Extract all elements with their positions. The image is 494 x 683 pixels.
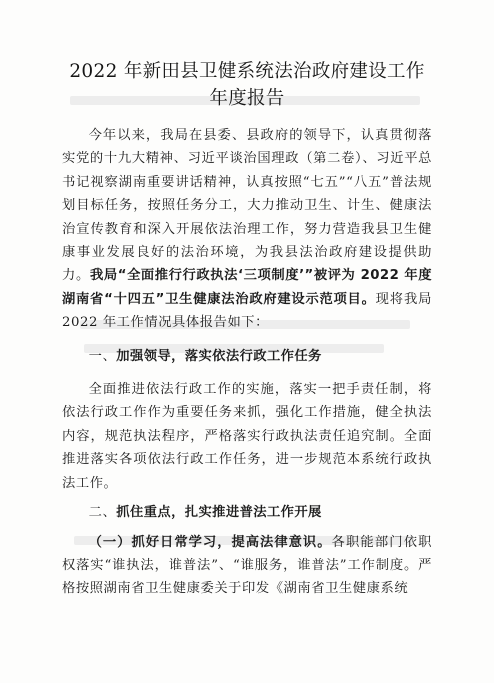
title-line-2: 年度报告 xyxy=(209,88,285,109)
section-1-heading-text: 加强领导，落实依法行政工作任务 xyxy=(116,348,322,364)
subsection-1-label: （一）抓好日常学习，提高法律意识。 xyxy=(88,534,332,550)
section-2-subsection-1 xyxy=(62,531,432,601)
section-1-paragraph: 全面推进依法行政工作的实施，落实一把手责任制，将依法行政工作作为重要任务来抓，强化工作措施，健全执法内容，规范执法程序，严格落实行政执法责任追究制。全面推进落实各项依法行政工作任务，进一步规范本系统行政执法工作。 xyxy=(62,382,432,491)
section-1-number: 一、 xyxy=(88,348,117,364)
intro-text: 今年以来，我局在县委、县政府的领导下，认真贯彻落实党的十九大精神、习近平谈治国理政（第二卷）、习近平总书记视察湖南重要讲话精神，认真按照“七五”“八五”普法规划目标任务，按照任务分工，大力推动卫生、计生、健康法治宣传教育和深入开展依法治理工作，努力营造我县卫生健康事业发展良好的法治环境，为我县法治政府建设提供助力。 xyxy=(62,128,432,284)
title-line-1: 2022 年新田县卫健系统法治政府建设工作 xyxy=(69,61,425,82)
document-body xyxy=(62,124,432,601)
document-title xyxy=(40,58,454,112)
section-2-number: 二、 xyxy=(88,505,117,521)
intro-paragraph xyxy=(62,124,432,335)
section-2-heading xyxy=(62,501,432,524)
subsection-1-text: 各职能部门依职权落实“谁执法，谁普法”、“谁服务，谁普法”工作制度。严格按照湖南省卫生健康委关于印发《湖南省卫生健康系统 xyxy=(62,534,432,597)
intro-tail-text: 现将我局 2022 年工作情况具体报告如下： xyxy=(62,291,432,331)
section-2-heading-text: 抓住重点，扎实推进普法工作开展 xyxy=(116,505,322,521)
section-1-heading xyxy=(62,345,432,368)
intro-bold-text: 我局“全面推行行政执法‘三项制度’”被评为 2022 年度湖南省“十四五”卫生健康法治政府建设示范项目。 xyxy=(62,268,432,307)
